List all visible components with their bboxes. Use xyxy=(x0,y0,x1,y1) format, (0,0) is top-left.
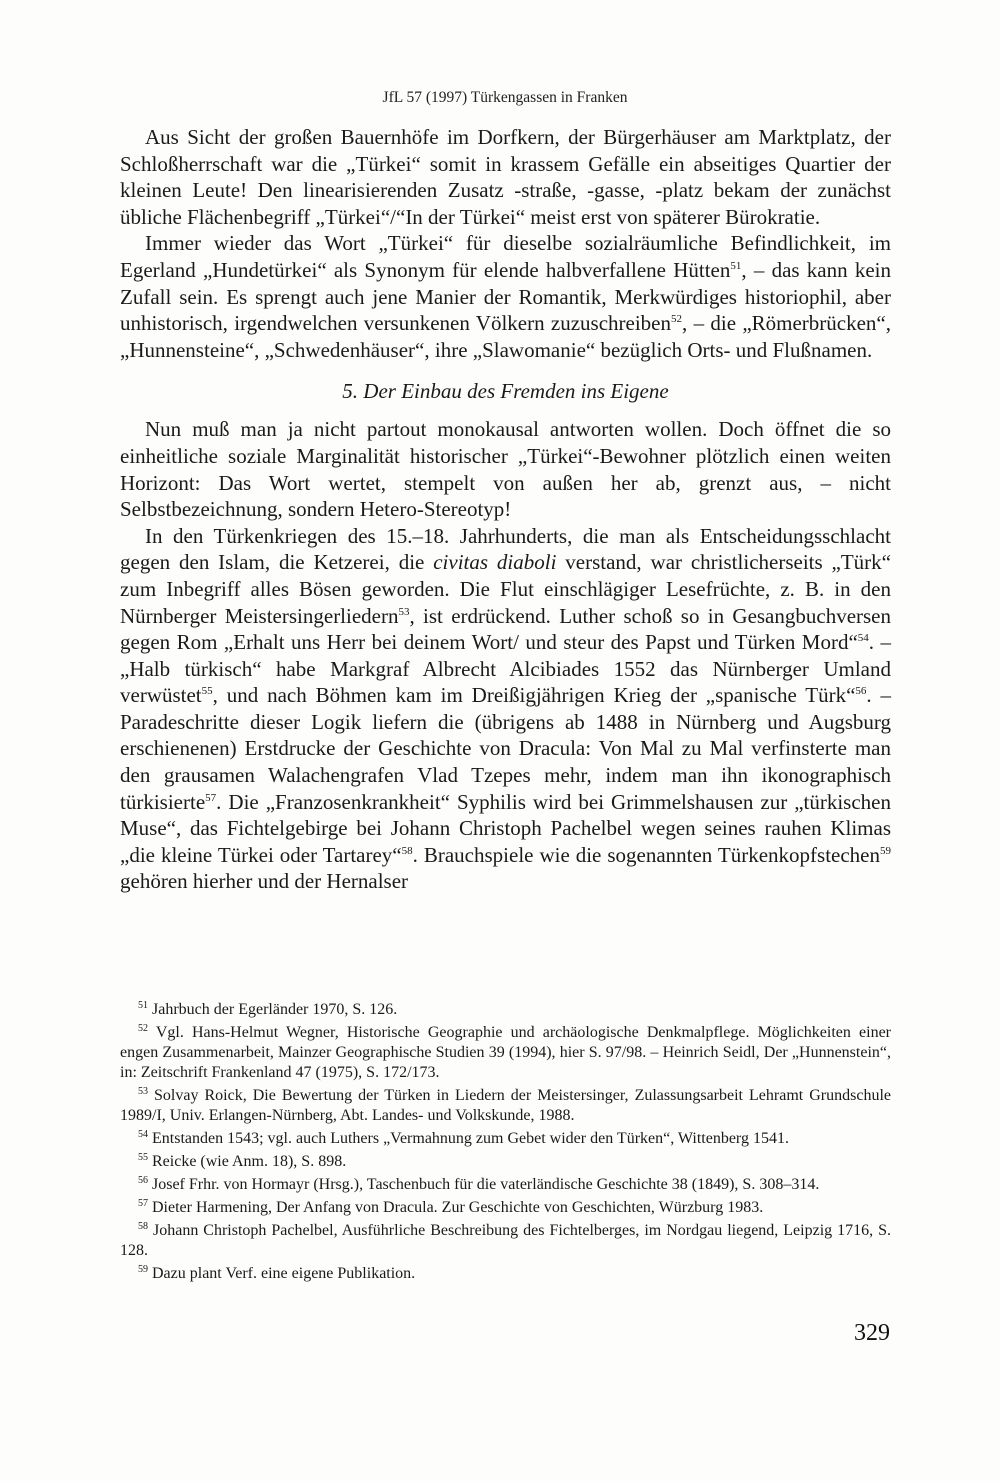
footnote: $^{56}$ Josef Frhr. von Hormayr (Hrsg.), Taschenbuch für die vaterländische Geschichte 38 (1849), S. 308–314. xyxy=(138,1175,820,1193)
section-heading: 5. Der Einbau des Fremden ins Eigene xyxy=(342,379,669,404)
footnote-ref-59[interactable]: 59 xyxy=(880,844,891,857)
paragraph-4: In den Türkenkriegen des 15.–18. Jahrhunderts, die man als Entscheidungsschlacht gegen den Islam, die Ketzerei, die civitas diaboli verstand, war christlicherseits „Türk“ zum Inbegriff alles Bösen geworden. Die Flut einschlägiger Lesefrüchte, z. B. in den Nürnberger Meistersingerliedern$^{53}$, ist erdrückend. Luther schoß so in Gesangbuchversen gegen Rom „Erhalt uns Herr bei deinem Wort/ und steur des Papst und Türken Mord“$^{54}$. – „Halb türkisch“ habe Markgraf Albrecht Alcibiades 1552 das Nürnberger Umland verwüstet$^{55}$, und nach Böhmen kam im Dreißigjährigen Krieg der „spanische Türk“$^{56}$. – Paradeschritte dieser Logik liefern die (übrigens ab 1488 in Nürnberg und Augsburg erschienenen) Erstdrucke der Geschichte von Dracula: Von Mal zu Mal verfinsterte man den grausamen Walachengrafen Vlad Tzepes mehr, indem man ihn ikonographisch türkisierte$^{57}$. Die „Franzosenkrankheit“ Syphilis wird bei Grimmelshausen zur „türkischen Muse“, das Fichtelgebirge bei Johann Christoph Pachelbel wegen seines rauhen Klimas „die kleine Türkei oder Tartarey“$^{58}$. Brauchspiele wie die sogenannten Türkenkopfstechen$^{59}$ gehören hierher und der Hernalser xyxy=(120,523,892,894)
footnote-ref-52[interactable]: 52 xyxy=(671,313,683,326)
page-number: 329 xyxy=(854,1320,890,1346)
paragraph-1: Aus Sicht der großen Bauernhöfe im Dorfkern, der Bürgerhäuser am Marktplatz, der Schloßherrschaft war die „Türkei“ somit in krassem Gefälle ein abseitiges Quartier der kleinen Leute! Den linearisierenden Zusatz -straße, -gasse, -platz bekam der zunächst übliche Flächenbegriff „Türkei“/“In der Türkei“ meist erst von späterer Bürokratie. xyxy=(120,125,891,229)
footnote-ref-53[interactable]: 53 xyxy=(398,605,410,618)
footnote-ref-55[interactable]: 55 xyxy=(201,685,213,698)
paragraph-3: Nun muß man ja nicht partout monokausal antworten wollen. Doch öffnet die so einheitliche soziale Marginalität historischer „Türkei“-Bewohner plötzlich einen weiten Horizont: Das Wort wertet, stempelt von außen her ab, grenzt aus, – nicht Selbstbezeichnung, sondern Hetero-Stereotyp! xyxy=(120,417,891,522)
footnote: $^{57}$ Dieter Harmening, Der Anfang von Dracula. Zur Geschichte von Geschichten, Würzburg 1983. xyxy=(138,1198,764,1216)
footnotes xyxy=(120,1000,891,1287)
footnote: $^{55}$ Reicke (wie Anm. 18), S. 898. xyxy=(138,1152,347,1170)
paragraph-2: Immer wieder das Wort „Türkei“ für dieselbe sozialräumliche Befindlichkeit, im Egerland „Hundetürkei“ als Synonym für elende halbverfallene Hütten$^{51}$, – das kann kein Zufall sein. Es sprengt auch jene Manier der Romantik, Merkwürdiges historiophil, aber unhistorisch, irgendwelchen versunkenen Völkern zuzuschreiben$^{52}$, – die „Römerbrücken“, „Hunnensteine“, „Schwedenhäuser“, ihre „Slawomanie“ bezüglich Orts- und Flußnamen. xyxy=(120,231,891,362)
footnote: $^{58}$ Johann Christoph Pachelbel, Ausführliche Beschreibung des Fichtelberges, im Nordgau liegend, Leipzig 1716, S. 128. xyxy=(120,1221,892,1259)
footnote: $^{59}$ Dazu plant Verf. eine eigene Publikation. xyxy=(138,1264,416,1282)
footnote: $^{54}$ Entstanden 1543; vgl. auch Luthers „Vermahnung zum Gebet wider den Türken“, Wittenberg 1541. xyxy=(138,1129,789,1147)
footnote-ref-51[interactable]: 51 xyxy=(730,259,742,272)
footnote-ref-56[interactable]: 56 xyxy=(855,685,867,698)
footnote-ref-57[interactable]: 57 xyxy=(205,791,217,804)
footnote-ref-58[interactable]: 58 xyxy=(401,844,413,857)
body-text xyxy=(120,124,891,895)
footnote: $^{52}$ Vgl. Hans-Helmut Wegner, Historische Geographie und archäologische Denkmalpflege. Möglichkeiten einer engen Zusammenarbeit, Mainzer Geographische Studien 39 (1994), hier S. 97/98. – Heinrich Seidl, Der „Hunnenstein“, in: Zeitschrift Frankenland 47 (1975), S. 172/173. xyxy=(120,1023,891,1081)
footnote: $^{51}$ Jahrbuch der Egerländer 1970, S. 126. xyxy=(138,1000,398,1018)
running-head: JfL 57 (1997) Türkengassen in Franken xyxy=(382,89,628,106)
footnote: $^{53}$ Solvay Roick, Die Bewertung der Türken in Liedern der Meistersinger, Zulassungsarbeit Lehramt Grundschule 1989/I, Univ. Erlangen-Nürnberg, Abt. Landes- und Volkskunde, 1988. xyxy=(120,1086,891,1124)
footnote-ref-54[interactable]: 54 xyxy=(857,632,869,645)
